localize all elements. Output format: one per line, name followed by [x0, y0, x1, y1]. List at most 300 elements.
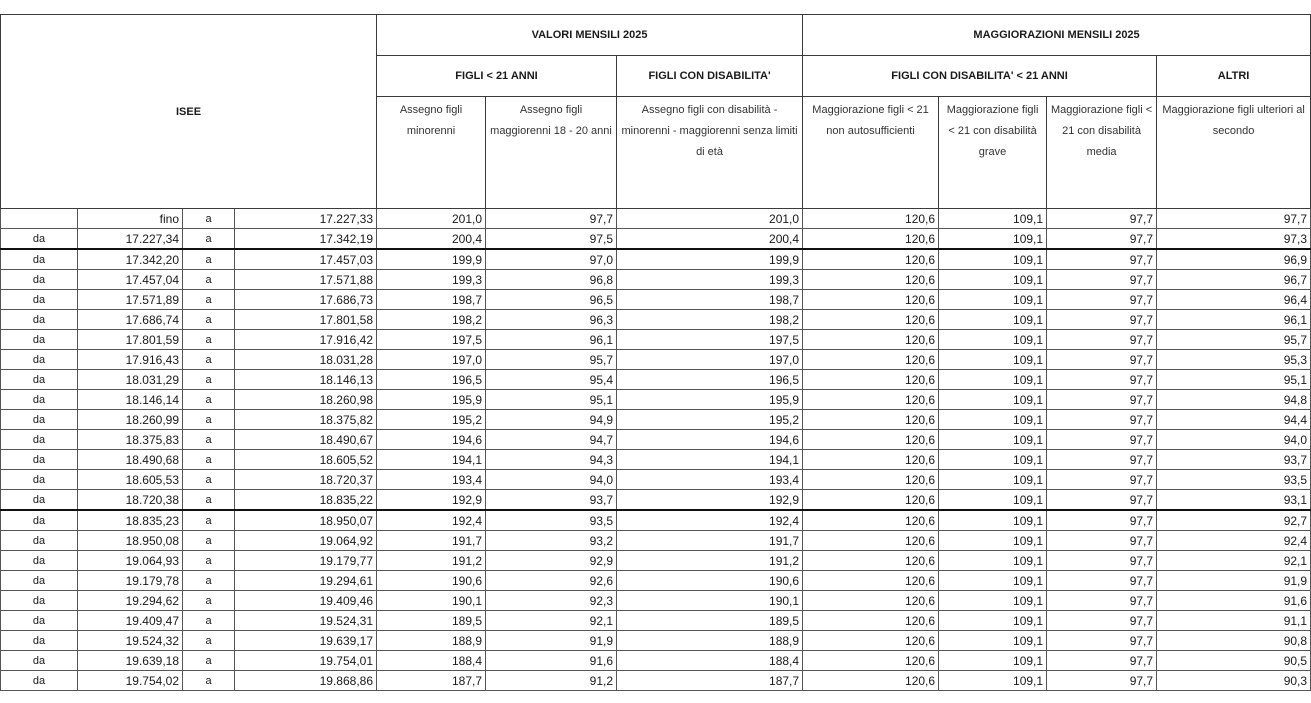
table-row [1, 350, 1311, 370]
assegno-maggiorenni-cell: 93,7 [486, 490, 617, 511]
assegno-minorenni-cell: 187,7 [377, 671, 486, 691]
magg-non-autosufficienti-cell: 120,6 [803, 510, 939, 531]
da-cell: da [1, 350, 78, 370]
from-cell: fino [78, 209, 183, 229]
magg-grave-cell: 109,1 [939, 671, 1047, 691]
magg-media-cell: 97,7 [1047, 290, 1157, 310]
assegno-disabilita-cell: 187,7 [617, 671, 803, 691]
table-body [1, 209, 1311, 691]
assegno-disabilita-cell: 190,6 [617, 571, 803, 591]
assegno-maggiorenni-cell: 94,0 [486, 470, 617, 490]
magg-media-cell: 97,7 [1047, 430, 1157, 450]
magg-ulteriori-cell: 96,4 [1157, 290, 1311, 310]
magg-media-cell: 97,7 [1047, 490, 1157, 511]
magg-non-autosufficienti-cell: 120,6 [803, 571, 939, 591]
table-row [1, 490, 1311, 511]
table-row [1, 330, 1311, 350]
to-cell: 19.064,92 [235, 531, 377, 551]
to-cell: 18.490,67 [235, 430, 377, 450]
magg-ulteriori-cell: 95,3 [1157, 350, 1311, 370]
magg-grave-cell: 109,1 [939, 270, 1047, 290]
assegno-disabilita-cell: 190,1 [617, 591, 803, 611]
assegno-maggiorenni-cell: 96,1 [486, 330, 617, 350]
from-cell: 17.801,59 [78, 330, 183, 350]
assegno-disabilita-cell: 192,9 [617, 490, 803, 511]
assegno-disabilita-cell: 188,4 [617, 651, 803, 671]
da-cell: da [1, 270, 78, 290]
a-cell: a [183, 490, 235, 511]
assegno-maggiorenni-cell: 95,1 [486, 390, 617, 410]
magg-media-cell: 97,7 [1047, 330, 1157, 350]
assegno-minorenni-cell: 197,0 [377, 350, 486, 370]
magg-ulteriori-cell: 92,4 [1157, 531, 1311, 551]
magg-grave-cell: 109,1 [939, 490, 1047, 511]
da-cell: da [1, 249, 78, 270]
a-cell: a [183, 209, 235, 229]
from-cell: 18.260,99 [78, 410, 183, 430]
a-cell: a [183, 531, 235, 551]
a-cell: a [183, 470, 235, 490]
magg-non-autosufficienti-cell: 120,6 [803, 290, 939, 310]
assegno-maggiorenni-cell: 93,2 [486, 531, 617, 551]
table-row [1, 370, 1311, 390]
magg-media-cell: 97,7 [1047, 249, 1157, 270]
da-cell: da [1, 490, 78, 511]
magg-ulteriori-cell: 93,1 [1157, 490, 1311, 511]
magg-non-autosufficienti-cell: 120,6 [803, 390, 939, 410]
assegno-minorenni-cell: 194,1 [377, 450, 486, 470]
assegno-disabilita-cell: 199,3 [617, 270, 803, 290]
assegno-maggiorenni-cell: 91,6 [486, 651, 617, 671]
da-cell: da [1, 551, 78, 571]
table-row [1, 290, 1311, 310]
from-cell: 18.146,14 [78, 390, 183, 410]
da-cell: da [1, 390, 78, 410]
da-cell: da [1, 510, 78, 531]
from-cell: 18.835,23 [78, 510, 183, 531]
magg-non-autosufficienti-cell: 120,6 [803, 430, 939, 450]
figli-disabilita-21-header: FIGLI CON DISABILITA' < 21 ANNI [803, 56, 1157, 97]
to-cell: 19.868,86 [235, 671, 377, 691]
magg-grave-cell: 109,1 [939, 591, 1047, 611]
a-cell: a [183, 450, 235, 470]
table-row [1, 651, 1311, 671]
assegno-minorenni-cell: 191,7 [377, 531, 486, 551]
magg-media-cell: 97,7 [1047, 551, 1157, 571]
magg-media-cell: 97,7 [1047, 370, 1157, 390]
assegno-disabilita-cell: 197,0 [617, 350, 803, 370]
magg-ulteriori-cell: 90,5 [1157, 651, 1311, 671]
assegno-minorenni-cell: 198,2 [377, 310, 486, 330]
magg-media-cell: 97,7 [1047, 390, 1157, 410]
assegno-maggiorenni-cell: 94,7 [486, 430, 617, 450]
assegno-disabilita-cell: 200,4 [617, 229, 803, 250]
magg-grave-cell: 109,1 [939, 510, 1047, 531]
magg-media-cell: 97,7 [1047, 229, 1157, 250]
magg-grave-cell: 109,1 [939, 611, 1047, 631]
assegno-minorenni-cell: 198,7 [377, 290, 486, 310]
da-cell: da [1, 430, 78, 450]
magg-media-cell: 97,7 [1047, 571, 1157, 591]
assegno-maggiorenni-cell: 92,3 [486, 591, 617, 611]
from-cell: 19.754,02 [78, 671, 183, 691]
da-cell: da [1, 310, 78, 330]
magg-non-autosufficienti-cell: 120,6 [803, 490, 939, 511]
from-cell: 17.571,89 [78, 290, 183, 310]
assegno-minorenni-cell: 200,4 [377, 229, 486, 250]
assegno-maggiorenni-cell: 97,7 [486, 209, 617, 229]
table-row [1, 631, 1311, 651]
assegno-minorenni-cell: 192,4 [377, 510, 486, 531]
from-cell: 18.950,08 [78, 531, 183, 551]
da-cell: da [1, 450, 78, 470]
a-cell: a [183, 611, 235, 631]
assegno-minorenni-cell: 201,0 [377, 209, 486, 229]
magg-non-autosufficienti-cell: 120,6 [803, 470, 939, 490]
magg-ulteriori-cell: 92,7 [1157, 510, 1311, 531]
table-row [1, 470, 1311, 490]
magg-ulteriori-cell: 91,1 [1157, 611, 1311, 631]
magg-non-autosufficienti-cell: 120,6 [803, 551, 939, 571]
magg-non-autosufficienti-cell: 120,6 [803, 631, 939, 651]
magg-non-autosufficienti-cell: 120,6 [803, 330, 939, 350]
a-cell: a [183, 350, 235, 370]
da-cell: da [1, 290, 78, 310]
magg-ulteriori-cell: 97,3 [1157, 229, 1311, 250]
magg-ulteriori-cell: 94,4 [1157, 410, 1311, 430]
to-cell: 18.605,52 [235, 450, 377, 470]
figli-disabilita-header: FIGLI CON DISABILITA' [617, 56, 803, 97]
to-cell: 19.754,01 [235, 651, 377, 671]
assegno-maggiorenni-cell: 94,3 [486, 450, 617, 470]
assegno-disabilita-cell: 195,2 [617, 410, 803, 430]
table-row [1, 510, 1311, 531]
table-row [1, 591, 1311, 611]
assegno-maggiorenni-cell: 95,7 [486, 350, 617, 370]
magg-non-autosufficienti-cell: 120,6 [803, 249, 939, 270]
a-cell: a [183, 551, 235, 571]
magg-grave-cell: 109,1 [939, 470, 1047, 490]
a-cell: a [183, 631, 235, 651]
assegno-maggiorenni-cell: 96,3 [486, 310, 617, 330]
assegno-disabilita-cell: 201,0 [617, 209, 803, 229]
magg-ulteriori-cell: 92,1 [1157, 551, 1311, 571]
magg-grave-cell: 109,1 [939, 430, 1047, 450]
from-cell: 17.342,20 [78, 249, 183, 270]
assegno-maggiorenni-cell: 96,8 [486, 270, 617, 290]
a-cell: a [183, 430, 235, 450]
col-magg-ulteriori: Maggiorazione figli ulteriori al secondo [1157, 97, 1311, 209]
from-cell: 19.064,93 [78, 551, 183, 571]
to-cell: 17.342,19 [235, 229, 377, 250]
figli-21-header: FIGLI < 21 ANNI [377, 56, 617, 97]
da-cell [1, 209, 78, 229]
assegno-maggiorenni-cell: 92,6 [486, 571, 617, 591]
da-cell: da [1, 330, 78, 350]
magg-media-cell: 97,7 [1047, 531, 1157, 551]
da-cell: da [1, 229, 78, 250]
isee-allowance-table [0, 14, 1311, 691]
magg-ulteriori-cell: 96,9 [1157, 249, 1311, 270]
table-row [1, 410, 1311, 430]
magg-non-autosufficienti-cell: 120,6 [803, 410, 939, 430]
assegno-maggiorenni-cell: 95,4 [486, 370, 617, 390]
magg-grave-cell: 109,1 [939, 651, 1047, 671]
a-cell: a [183, 330, 235, 350]
to-cell: 17.686,73 [235, 290, 377, 310]
isee-header: ISEE [1, 15, 377, 209]
table-row [1, 611, 1311, 631]
da-cell: da [1, 611, 78, 631]
magg-media-cell: 97,7 [1047, 410, 1157, 430]
magg-media-cell: 97,7 [1047, 470, 1157, 490]
magg-grave-cell: 109,1 [939, 249, 1047, 270]
to-cell: 17.571,88 [235, 270, 377, 290]
assegno-minorenni-cell: 188,4 [377, 651, 486, 671]
assegno-maggiorenni-cell: 91,9 [486, 631, 617, 651]
assegno-disabilita-cell: 195,9 [617, 390, 803, 410]
assegno-disabilita-cell: 194,1 [617, 450, 803, 470]
from-cell: 17.916,43 [78, 350, 183, 370]
magg-media-cell: 97,7 [1047, 450, 1157, 470]
assegno-minorenni-cell: 195,9 [377, 390, 486, 410]
magg-ulteriori-cell: 94,0 [1157, 430, 1311, 450]
magg-grave-cell: 109,1 [939, 370, 1047, 390]
magg-grave-cell: 109,1 [939, 390, 1047, 410]
assegno-minorenni-cell: 199,3 [377, 270, 486, 290]
assegno-minorenni-cell: 192,9 [377, 490, 486, 511]
from-cell: 19.179,78 [78, 571, 183, 591]
magg-grave-cell: 109,1 [939, 571, 1047, 591]
assegno-minorenni-cell: 189,5 [377, 611, 486, 631]
a-cell: a [183, 310, 235, 330]
magg-grave-cell: 109,1 [939, 290, 1047, 310]
a-cell: a [183, 410, 235, 430]
to-cell: 19.409,46 [235, 591, 377, 611]
magg-grave-cell: 109,1 [939, 410, 1047, 430]
magg-ulteriori-cell: 93,5 [1157, 470, 1311, 490]
a-cell: a [183, 651, 235, 671]
magg-grave-cell: 109,1 [939, 551, 1047, 571]
magg-media-cell: 97,7 [1047, 350, 1157, 370]
table-row [1, 671, 1311, 691]
from-cell: 17.227,34 [78, 229, 183, 250]
assegno-minorenni-cell: 188,9 [377, 631, 486, 651]
to-cell: 18.720,37 [235, 470, 377, 490]
magg-grave-cell: 109,1 [939, 229, 1047, 250]
to-cell: 19.294,61 [235, 571, 377, 591]
from-cell: 18.375,83 [78, 430, 183, 450]
magg-ulteriori-cell: 90,3 [1157, 671, 1311, 691]
magg-grave-cell: 109,1 [939, 310, 1047, 330]
assegno-disabilita-cell: 191,2 [617, 551, 803, 571]
a-cell: a [183, 370, 235, 390]
to-cell: 18.375,82 [235, 410, 377, 430]
assegno-maggiorenni-cell: 94,9 [486, 410, 617, 430]
magg-grave-cell: 109,1 [939, 531, 1047, 551]
from-cell: 17.686,74 [78, 310, 183, 330]
table-row [1, 270, 1311, 290]
from-cell: 18.031,29 [78, 370, 183, 390]
da-cell: da [1, 631, 78, 651]
to-cell: 19.179,77 [235, 551, 377, 571]
to-cell: 17.457,03 [235, 249, 377, 270]
magg-ulteriori-cell: 95,7 [1157, 330, 1311, 350]
from-cell: 18.720,38 [78, 490, 183, 511]
assegno-disabilita-cell: 191,7 [617, 531, 803, 551]
da-cell: da [1, 470, 78, 490]
assegno-disabilita-cell: 193,4 [617, 470, 803, 490]
col-magg-non-autosufficienti: Maggiorazione figli < 21 non autosufficienti [803, 97, 939, 209]
magg-ulteriori-cell: 93,7 [1157, 450, 1311, 470]
assegno-maggiorenni-cell: 92,9 [486, 551, 617, 571]
from-cell: 19.409,47 [78, 611, 183, 631]
magg-media-cell: 97,7 [1047, 270, 1157, 290]
to-cell: 17.227,33 [235, 209, 377, 229]
magg-non-autosufficienti-cell: 120,6 [803, 450, 939, 470]
magg-media-cell: 97,7 [1047, 671, 1157, 691]
to-cell: 18.146,13 [235, 370, 377, 390]
a-cell: a [183, 671, 235, 691]
to-cell: 18.950,07 [235, 510, 377, 531]
magg-non-autosufficienti-cell: 120,6 [803, 651, 939, 671]
magg-ulteriori-cell: 95,1 [1157, 370, 1311, 390]
table-row [1, 551, 1311, 571]
from-cell: 18.605,53 [78, 470, 183, 490]
da-cell: da [1, 370, 78, 390]
assegno-maggiorenni-cell: 96,5 [486, 290, 617, 310]
table-row [1, 229, 1311, 250]
assegno-minorenni-cell: 196,5 [377, 370, 486, 390]
table-row [1, 209, 1311, 229]
col-assegno-maggiorenni: Assegno figli maggiorenni 18 - 20 anni [486, 97, 617, 209]
assegno-minorenni-cell: 195,2 [377, 410, 486, 430]
assegno-disabilita-cell: 196,5 [617, 370, 803, 390]
assegno-disabilita-cell: 189,5 [617, 611, 803, 631]
da-cell: da [1, 531, 78, 551]
da-cell: da [1, 410, 78, 430]
a-cell: a [183, 390, 235, 410]
assegno-disabilita-cell: 198,2 [617, 310, 803, 330]
magg-grave-cell: 109,1 [939, 631, 1047, 651]
magg-grave-cell: 109,1 [939, 450, 1047, 470]
col-magg-media: Maggiorazione figli < 21 con disabilità media [1047, 97, 1157, 209]
magg-grave-cell: 109,1 [939, 330, 1047, 350]
valori-mensili-header: VALORI MENSILI 2025 [377, 15, 803, 56]
assegno-disabilita-cell: 188,9 [617, 631, 803, 651]
magg-non-autosufficienti-cell: 120,6 [803, 350, 939, 370]
assegno-minorenni-cell: 199,9 [377, 249, 486, 270]
col-assegno-disabilita: Assegno figli con disabilità - minorenni - maggiorenni senza limiti di età [617, 97, 803, 209]
a-cell: a [183, 229, 235, 250]
da-cell: da [1, 591, 78, 611]
magg-media-cell: 97,7 [1047, 631, 1157, 651]
assegno-maggiorenni-cell: 97,0 [486, 249, 617, 270]
to-cell: 18.031,28 [235, 350, 377, 370]
magg-ulteriori-cell: 91,9 [1157, 571, 1311, 591]
magg-non-autosufficienti-cell: 120,6 [803, 229, 939, 250]
magg-non-autosufficienti-cell: 120,6 [803, 310, 939, 330]
da-cell: da [1, 671, 78, 691]
a-cell: a [183, 290, 235, 310]
magg-non-autosufficienti-cell: 120,6 [803, 611, 939, 631]
col-assegno-minorenni: Assegno figli minorenni [377, 97, 486, 209]
a-cell: a [183, 270, 235, 290]
table-row [1, 430, 1311, 450]
assegno-disabilita-cell: 197,5 [617, 330, 803, 350]
da-cell: da [1, 571, 78, 591]
to-cell: 19.639,17 [235, 631, 377, 651]
magg-media-cell: 97,7 [1047, 591, 1157, 611]
assegno-minorenni-cell: 193,4 [377, 470, 486, 490]
col-magg-grave: Maggiorazione figli < 21 con disabilità grave [939, 97, 1047, 209]
assegno-minorenni-cell: 194,6 [377, 430, 486, 450]
magg-ulteriori-cell: 97,7 [1157, 209, 1311, 229]
assegno-maggiorenni-cell: 97,5 [486, 229, 617, 250]
from-cell: 17.457,04 [78, 270, 183, 290]
altri-header: ALTRI [1157, 56, 1311, 97]
to-cell: 17.916,42 [235, 330, 377, 350]
from-cell: 19.639,18 [78, 651, 183, 671]
table-row [1, 571, 1311, 591]
magg-non-autosufficienti-cell: 120,6 [803, 370, 939, 390]
magg-non-autosufficienti-cell: 120,6 [803, 209, 939, 229]
magg-media-cell: 97,7 [1047, 651, 1157, 671]
from-cell: 19.294,62 [78, 591, 183, 611]
table-row [1, 249, 1311, 270]
magg-ulteriori-cell: 91,6 [1157, 591, 1311, 611]
to-cell: 18.835,22 [235, 490, 377, 511]
from-cell: 18.490,68 [78, 450, 183, 470]
magg-media-cell: 97,7 [1047, 510, 1157, 531]
table-row [1, 450, 1311, 470]
table-row [1, 531, 1311, 551]
table-row [1, 310, 1311, 330]
assegno-disabilita-cell: 194,6 [617, 430, 803, 450]
magg-media-cell: 97,7 [1047, 611, 1157, 631]
a-cell: a [183, 591, 235, 611]
assegno-disabilita-cell: 198,7 [617, 290, 803, 310]
assegno-maggiorenni-cell: 93,5 [486, 510, 617, 531]
assegno-disabilita-cell: 199,9 [617, 249, 803, 270]
magg-media-cell: 97,7 [1047, 310, 1157, 330]
magg-ulteriori-cell: 96,1 [1157, 310, 1311, 330]
magg-grave-cell: 109,1 [939, 209, 1047, 229]
assegno-minorenni-cell: 190,6 [377, 571, 486, 591]
assegno-minorenni-cell: 191,2 [377, 551, 486, 571]
da-cell: da [1, 651, 78, 671]
a-cell: a [183, 249, 235, 270]
to-cell: 17.801,58 [235, 310, 377, 330]
assegno-minorenni-cell: 197,5 [377, 330, 486, 350]
magg-ulteriori-cell: 90,8 [1157, 631, 1311, 651]
assegno-minorenni-cell: 190,1 [377, 591, 486, 611]
table-row [1, 390, 1311, 410]
maggiorazioni-mensili-header: MAGGIORAZIONI MENSILI 2025 [803, 15, 1311, 56]
magg-non-autosufficienti-cell: 120,6 [803, 270, 939, 290]
magg-media-cell: 97,7 [1047, 209, 1157, 229]
a-cell: a [183, 571, 235, 591]
assegno-maggiorenni-cell: 92,1 [486, 611, 617, 631]
magg-non-autosufficienti-cell: 120,6 [803, 531, 939, 551]
magg-non-autosufficienti-cell: 120,6 [803, 671, 939, 691]
to-cell: 18.260,98 [235, 390, 377, 410]
magg-ulteriori-cell: 96,7 [1157, 270, 1311, 290]
magg-grave-cell: 109,1 [939, 350, 1047, 370]
assegno-disabilita-cell: 192,4 [617, 510, 803, 531]
from-cell: 19.524,32 [78, 631, 183, 651]
magg-non-autosufficienti-cell: 120,6 [803, 591, 939, 611]
